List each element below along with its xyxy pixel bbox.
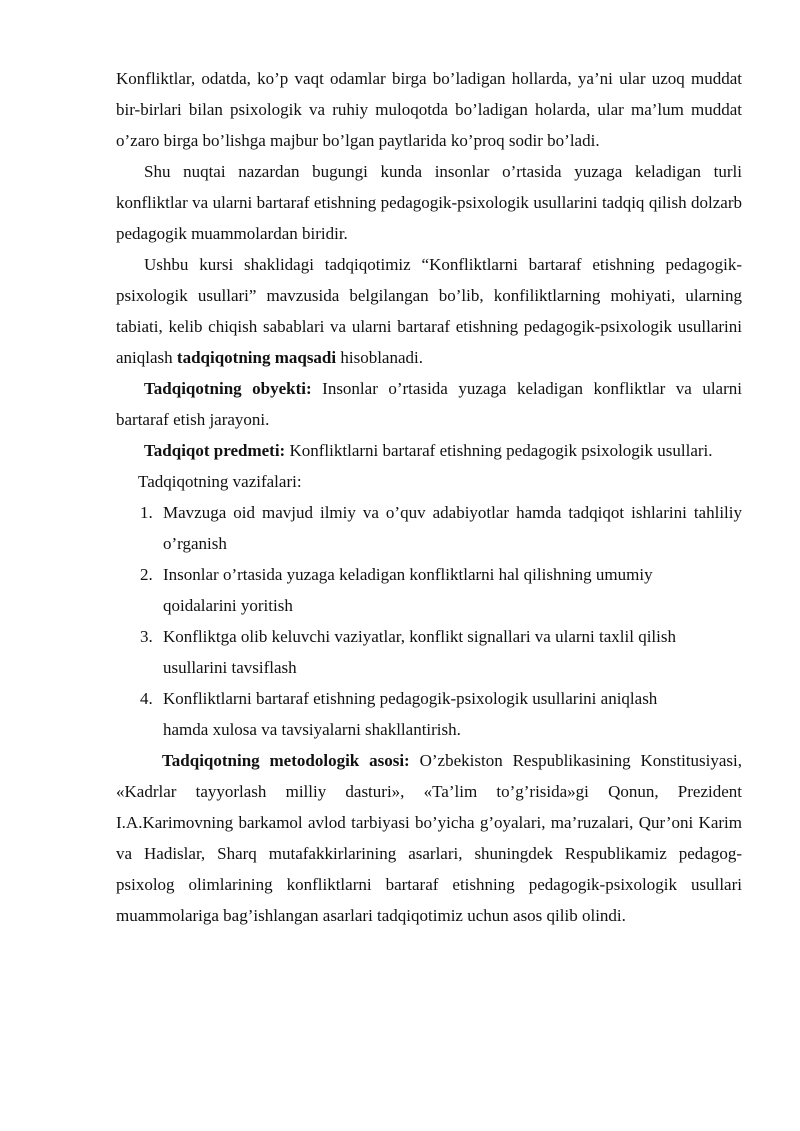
object-label: Tadqiqotning obyekti: (144, 379, 312, 398)
list-item-text: Konfliktlarni bartaraf etishning pedagogik-psixologik usullarini aniqlash hamda xulosa va tavsiyalarni shakllantirish. (163, 689, 658, 739)
list-item-number: 2. (140, 565, 153, 584)
paragraph-object (116, 373, 742, 435)
document-page (116, 63, 742, 931)
tasks-title: Tadqiqotning vazifalari: (138, 472, 302, 491)
list-item-text: Mavzuga oid mavjud ilmiy va o’quv adabiyotlar hamda tadqiqot ishlarini tahliliy o’rganish (163, 503, 742, 553)
list-item-number: 1. (140, 503, 153, 522)
list-item-number: 3. (140, 627, 153, 646)
goal-end: hisoblanadi. (340, 348, 423, 367)
paragraph-subject (116, 435, 742, 466)
paragraph-methodology (116, 745, 742, 931)
list-item-text: Insonlar o’rtasida yuzaga keladigan konfliktlarni hal qilishning umumiy qoidalarini yoritish (163, 565, 653, 615)
list-item-text: Konfliktga olib keluvchi vaziyatlar, konflikt signallari va ularni taxlil qilish usullarini tavsiflash (163, 627, 676, 677)
list-item (116, 683, 742, 745)
list-item-number: 4. (140, 689, 153, 708)
methodology-text: O’zbekiston Respublikasining Konstitusiyasi, «Kadrlar tayyorlash milliy dasturi», «Ta’lim to’g’risida»gi Qonun, Prezident I.A.Karimovning barkamol avlod tarbiyasi bo’yicha g’oyalari, ma’ruzalari, Qur’oni Karim va Hadislar, Sharq mutafakkirlarining asarlari, shuningdek Respublikamiz pedagog-psixolog olimlarining konfliktlarni bartaraf etishning pedagogik-psixologik usullari muammolariga bag’ishlangan asarlari tadqiqotimiz uchun asos qilib olindi. (116, 751, 743, 925)
subject-text: Konfliktlarni bartaraf etishning pedagogik psixologik usullari. (289, 441, 713, 460)
goal-text: Ushbu kursi shaklidagi tadqiqotimiz “Konfliktlarni bartaraf etishning pedagogik-psixologik usullari” mavzusida belgilangan bo’lib, konfiliktlarning mohiyati, ularning tabiati, kelib chiqish sabablari va ularni bartaraf etishning pedagogik-psixologik usullarini aniqlash (116, 255, 742, 367)
list-item (116, 621, 742, 683)
paragraph-relevance: Shu nuqtai nazardan bugungi kunda insonlar o’rtasida yuzaga keladigan turli konfliktlar va ularni bartaraf etishning pedagogik-psixologik usullarini tadqiq qilish dolzarb pedagogik muammolardan biridir. (116, 162, 742, 243)
goal-bold-term: tadqiqotning maqsadi (176, 348, 337, 367)
tasks-list (116, 497, 742, 745)
list-item (116, 497, 742, 559)
paragraph-goal (116, 249, 742, 373)
paragraph-intro: Konfliktlar, odatda, ko’p vaqt odamlar birga bo’ladigan hollarda, ya’ni ular uzoq muddat bir-birlari bilan psixologik va ruhiy muloqotda bo’ladigan holarda, ular ma’lum muddat o’zaro birga bo’lishga majbur bo’lgan paytlarida ko’proq sodir bo’ladi. (116, 69, 742, 150)
list-item (116, 559, 742, 621)
methodology-label: Tadqiqotning metodologik asosi: (162, 751, 410, 770)
object-text: Insonlar o’rtasida yuzaga keladigan konfliktlar va ularni bartaraf etish jarayoni. (116, 379, 742, 429)
subject-label: Tadqiqot predmeti: (144, 441, 286, 460)
